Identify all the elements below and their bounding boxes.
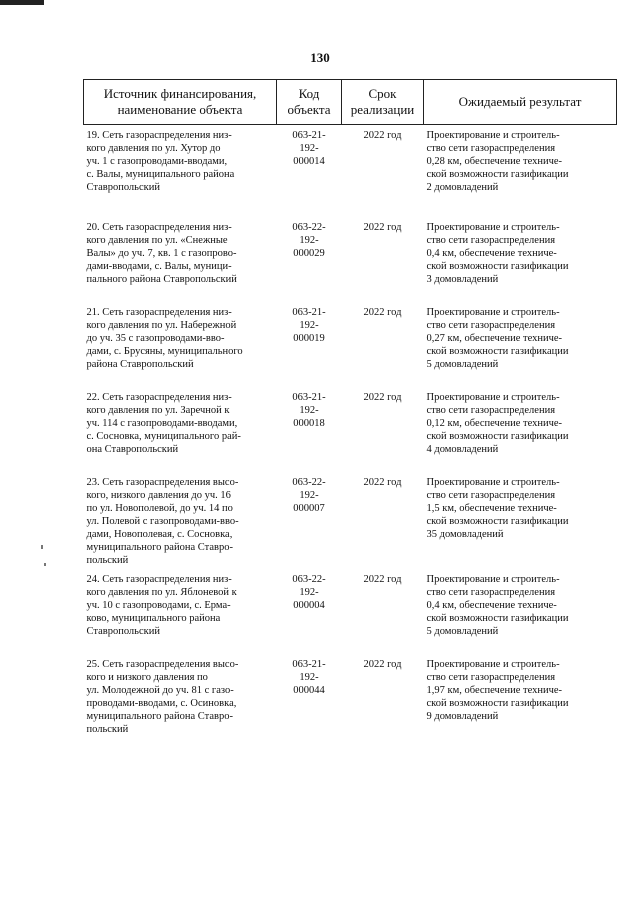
object-name-cell-line: с. Валы, муниципального района xyxy=(86,169,235,180)
object-code-cell-line: 192- xyxy=(299,671,319,683)
object-name-cell-line: района Ставропольский xyxy=(86,358,194,370)
object-name-cell-line: дами-вводами, с. Валы, муници- xyxy=(86,260,232,272)
expected-result-cell-line: 0,12 км, обеспечение техниче- xyxy=(426,417,563,429)
object-name-cell xyxy=(84,652,277,737)
expected-result-cell-line: 0,27 км, обеспечение техниче- xyxy=(426,332,563,344)
object-code-cell-line: 063-22- xyxy=(292,221,326,233)
object-name-cell-line: ково, муниципального района xyxy=(86,612,221,624)
expected-result-cell-line: ской возможности газификации xyxy=(426,260,569,272)
object-name-cell-line: польский xyxy=(86,554,129,566)
expected-result-cell-line: Проектирование и строитель- xyxy=(426,221,560,233)
expected-result-cell-line: ской возможности газификации xyxy=(426,345,569,357)
expected-result-cell xyxy=(424,125,617,215)
expected-result-cell-line: ство сети газораспределения xyxy=(426,234,556,246)
table-row xyxy=(84,652,617,737)
object-code-cell-line: 192- xyxy=(299,489,319,501)
scan-speck xyxy=(41,545,43,549)
object-name-cell-line: уч. 114 с газопроводами-вводами, xyxy=(86,417,238,429)
object-code-cell-line: 063-21- xyxy=(292,658,326,670)
object-name-cell-line: Ставропольский xyxy=(86,625,160,637)
expected-result-cell xyxy=(424,470,617,567)
table-row xyxy=(84,470,617,567)
object-name-cell-line: муниципального района Ставро- xyxy=(86,541,233,553)
expected-result-cell-line: 35 домовладений xyxy=(426,528,504,540)
term-cell: 2022 год xyxy=(363,573,402,585)
scan-speck xyxy=(44,563,46,566)
expected-result-cell-line: 0,4 км, обеспечение техниче- xyxy=(426,599,557,611)
object-name-cell-line: дами, Новополевая, с. Сосновка, xyxy=(86,528,233,540)
object-name-cell-line: ул. Молодежной до уч. 81 с газо- xyxy=(86,684,234,696)
header-term: Срок реализации xyxy=(342,80,424,125)
object-name-cell-line: 22. Сеть газораспределения низ- xyxy=(86,391,232,403)
projects-table xyxy=(83,79,617,737)
expected-result-cell-line: 2 домовладений xyxy=(426,182,499,193)
object-name-cell-line: Ставропольский xyxy=(86,182,160,193)
expected-result-cell-line: Проектирование и строитель- xyxy=(426,130,560,141)
object-name-cell-line: уч. 10 с газопроводами, с. Ерма- xyxy=(86,599,231,611)
object-code-cell-line: 063-22- xyxy=(292,476,326,488)
object-code-cell xyxy=(277,300,342,385)
term-cell: 2022 год xyxy=(363,221,402,233)
object-code-cell xyxy=(277,470,342,567)
object-name-cell-line: кого давления по ул. Набережной xyxy=(86,319,237,331)
object-name-cell-line: по ул. Новополевой, до уч. 14 по xyxy=(86,502,233,514)
object-name-cell-line: 24. Сеть газораспределения низ- xyxy=(86,573,232,585)
object-name-cell xyxy=(84,567,277,652)
expected-result-cell-line: ство сети газораспределения xyxy=(426,143,556,154)
object-code-cell-line: 000014 xyxy=(293,156,325,167)
object-name-cell xyxy=(84,215,277,300)
object-code-cell-line: 000044 xyxy=(293,684,325,696)
table-header-row xyxy=(84,80,617,125)
expected-result-cell-line: ской возможности газификации xyxy=(426,612,569,624)
page-number: 130 xyxy=(310,50,330,65)
object-name-cell-line: 21. Сеть газораспределения низ- xyxy=(86,306,232,318)
object-name-cell-line: ул. Полевой с газопроводами-вво- xyxy=(86,515,239,527)
object-name-cell-line: уч. 1 с газопроводами-вводами, xyxy=(86,156,228,167)
object-code-cell-line: 192- xyxy=(299,404,319,416)
object-name-cell-line: кого давления по ул. Хутор до xyxy=(86,143,221,154)
expected-result-cell-line: 5 домовладений xyxy=(426,358,499,370)
object-name-cell xyxy=(84,470,277,567)
object-code-cell-line: 000029 xyxy=(293,247,325,259)
expected-result-cell xyxy=(424,300,617,385)
table-body xyxy=(84,125,617,737)
expected-result-cell xyxy=(424,567,617,652)
object-name-cell-line: 25. Сеть газораспределения высо- xyxy=(86,658,239,670)
expected-result-cell-line: ство сети газораспределения xyxy=(426,319,556,331)
object-name-cell-line: польский xyxy=(86,723,129,735)
object-code-cell xyxy=(277,125,342,215)
object-code-cell-line: 000019 xyxy=(293,332,325,344)
term-cell: 2022 год xyxy=(363,476,402,488)
object-name-cell-line: дами, с. Брусяны, муниципального xyxy=(86,345,243,357)
object-name-cell-line: проводами-вводами, с. Осиновка, xyxy=(86,697,237,709)
expected-result-cell-line: 4 домовладений xyxy=(426,443,499,455)
expected-result-cell-line: 5 домовладений xyxy=(426,625,499,637)
expected-result-cell-line: 9 домовладений xyxy=(426,710,499,722)
object-name-cell xyxy=(84,385,277,470)
term-cell: 2022 год xyxy=(363,306,402,318)
expected-result-cell-line: Проектирование и строитель- xyxy=(426,573,560,585)
expected-result-cell-line: ство сети газораспределения xyxy=(426,671,556,683)
expected-result-cell-line: ской возможности газификации xyxy=(426,169,569,180)
object-name-cell-line: 20. Сеть газораспределения низ- xyxy=(86,221,232,233)
expected-result-cell xyxy=(424,215,617,300)
object-code-cell-line: 192- xyxy=(299,234,319,246)
object-name-cell-line: пального района Ставропольский xyxy=(86,273,237,285)
object-code-cell-line: 063-21- xyxy=(292,391,326,403)
object-name-cell-line: с. Сосновка, муниципального рай- xyxy=(86,430,241,442)
expected-result-cell-line: Проектирование и строитель- xyxy=(426,391,560,403)
expected-result-cell-line: 1,97 км, обеспечение техниче- xyxy=(426,684,563,696)
object-name-cell-line: она Ставропольский xyxy=(86,443,179,455)
object-code-cell-line: 192- xyxy=(299,319,319,331)
expected-result-cell-line: ство сети газораспределения xyxy=(426,586,556,598)
term-cell: 2022 год xyxy=(363,391,402,403)
expected-result-cell-line: ство сети газораспределения xyxy=(426,404,556,416)
header-result: Ожидаемый результат xyxy=(424,80,617,125)
expected-result-cell-line: 3 домовладений xyxy=(426,273,499,285)
table-row xyxy=(84,215,617,300)
object-code-cell xyxy=(277,385,342,470)
object-code-cell-line: 063-21- xyxy=(292,130,326,141)
table-row xyxy=(84,125,617,215)
expected-result-cell-line: 1,5 км, обеспечение техниче- xyxy=(426,502,557,514)
object-name-cell-line: 19. Сеть газораспределения низ- xyxy=(86,130,232,141)
object-code-cell-line: 063-21- xyxy=(292,306,326,318)
expected-result-cell-line: ской возможности газификации xyxy=(426,697,569,709)
expected-result-cell-line: 0,4 км, обеспечение техниче- xyxy=(426,247,557,259)
object-name-cell-line: кого давления по ул. Заречной к xyxy=(86,404,230,416)
object-code-cell-line: 192- xyxy=(299,143,319,154)
object-name-cell-line: Валы» до уч. 7, кв. 1 с газопрово- xyxy=(86,247,237,259)
object-name-cell-line: кого давления по ул. «Снежные xyxy=(86,234,228,246)
object-name-cell xyxy=(84,300,277,385)
expected-result-cell xyxy=(424,385,617,470)
expected-result-cell-line: 0,28 км, обеспечение техниче- xyxy=(426,156,563,167)
term-cell: 2022 год xyxy=(363,658,402,670)
object-code-cell xyxy=(277,215,342,300)
expected-result-cell-line: Проектирование и строитель- xyxy=(426,306,560,318)
table-row xyxy=(84,567,617,652)
object-code-cell xyxy=(277,567,342,652)
object-name-cell-line: кого, низкого давления до уч. 16 xyxy=(86,489,231,501)
expected-result-cell-line: Проектирование и строитель- xyxy=(426,476,560,488)
object-code-cell-line: 063-22- xyxy=(292,573,326,585)
expected-result-cell-line: ство сети газораспределения xyxy=(426,489,556,501)
scan-corner-mark xyxy=(0,0,44,5)
expected-result-cell xyxy=(424,652,617,737)
object-name-cell-line: муниципального района Ставро- xyxy=(86,710,233,722)
object-name-cell xyxy=(84,125,277,215)
term-cell: 2022 год xyxy=(363,130,402,141)
object-code-cell-line: 000004 xyxy=(293,599,325,611)
expected-result-cell-line: ской возможности газификации xyxy=(426,515,569,527)
object-code-cell-line: 000007 xyxy=(293,502,325,514)
expected-result-cell-line: ской возможности газификации xyxy=(426,430,569,442)
table-row xyxy=(84,385,617,470)
object-name-cell-line: кого и низкого давления по xyxy=(86,671,208,683)
table-row xyxy=(84,300,617,385)
object-code-cell-line: 192- xyxy=(299,586,319,598)
header-source: Источник финансирования, наименование объекта xyxy=(84,80,277,125)
object-name-cell-line: до уч. 35 с газопроводами-вво- xyxy=(86,332,225,344)
object-name-cell-line: 23. Сеть газораспределения высо- xyxy=(86,476,239,488)
expected-result-cell-line: Проектирование и строитель- xyxy=(426,658,560,670)
object-name-cell-line: кого давления по ул. Яблоневой к xyxy=(86,586,237,598)
header-code: Код объекта xyxy=(277,80,342,125)
object-code-cell-line: 000018 xyxy=(293,417,325,429)
object-code-cell xyxy=(277,652,342,737)
